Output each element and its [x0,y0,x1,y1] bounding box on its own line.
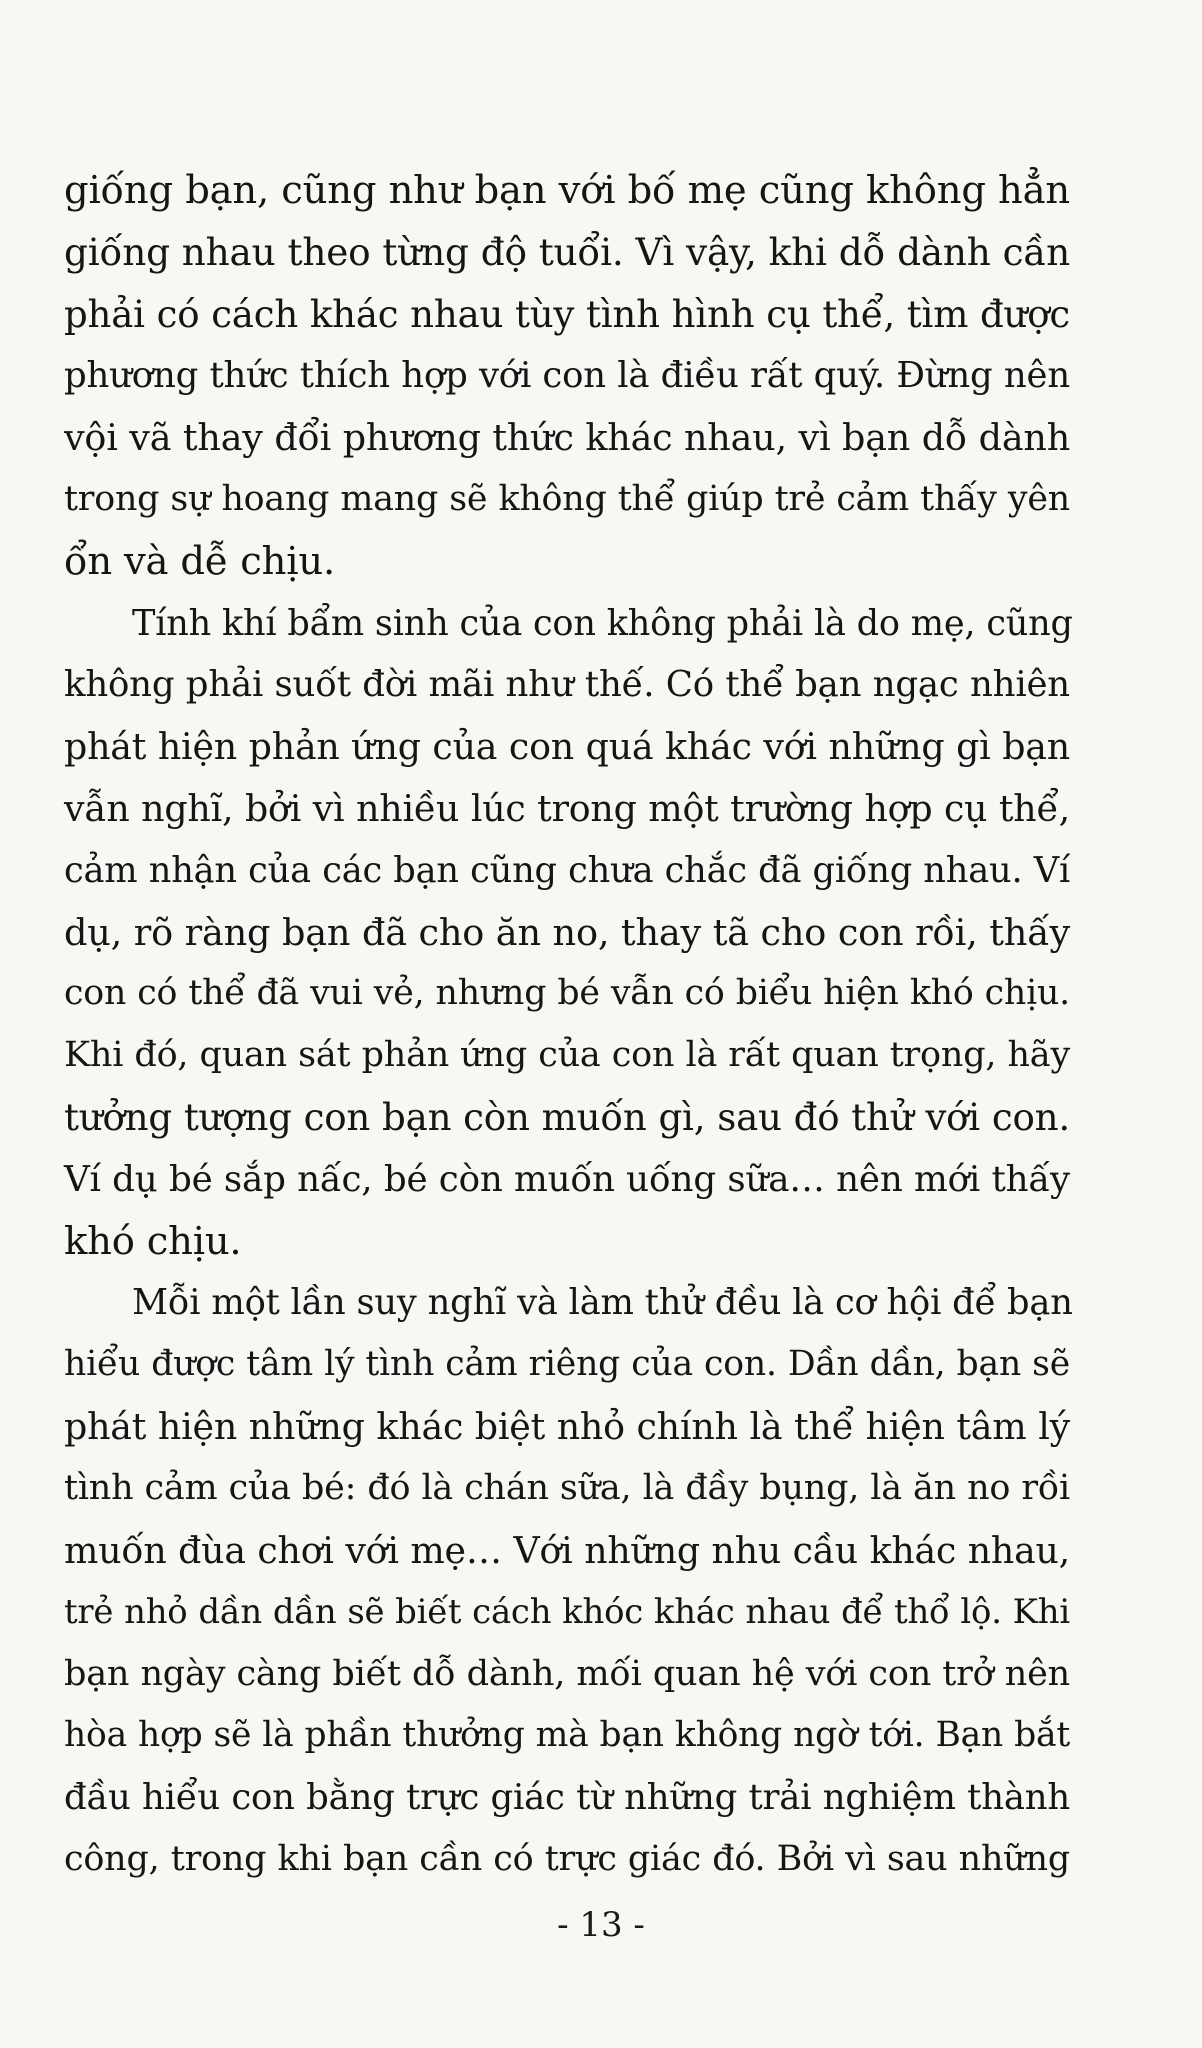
text-line: Ví dụ bé sắp nấc, bé còn muốn uống sữa… nên mới thấy [64,1158,1070,1200]
text-line: khó chịu. [64,1218,242,1264]
text-line: con có thể đã vui vẻ, nhưng bé vẫn có biểu hiện khó chịu. [64,973,1070,1014]
text-line: phải có cách khác nhau tùy tình hình cụ thể, tìm được [64,292,1070,336]
text-line: tình cảm của bé: đó là chán sữa, là đầy bụng, là ăn no rồi [64,1467,1070,1508]
text-line: trong sự hoang mang sẽ không thể giúp trẻ cảm thấy yên [64,478,1070,519]
text-line: dụ, rõ ràng bạn đã cho ăn no, thay tã cho con rồi, thấy [64,910,1070,954]
text-line: phát hiện phản ứng của con quá khác với những gì bạn [64,725,1070,769]
text-line: phương thức thích hợp với con là điều rất quý. Đừng nên [64,355,1070,397]
text-line: hiểu được tâm lý tình cảm riêng của con. Dần dần, bạn sẽ [64,1344,1070,1385]
text-line: Khi đó, quan sát phản ứng của con là rất quan trọng, hãy [64,1035,1070,1076]
body-text [64,160,1073,1890]
text-line: không phải suốt đời mãi như thế. Có thể bạn ngạc nhiên [64,664,1070,706]
text-line: cảm nhận của các bạn cũng chưa chắc đã giống nhau. Ví [64,849,1070,891]
text-line: ổn và dễ chịu. [64,538,336,584]
text-line: giống bạn, cũng như bạn với bố mẹ cũng không hẳn [64,168,1070,213]
page-number: - 13 - [557,1905,645,1945]
text-line: muốn đùa chơi với mẹ… Với những nhu cầu khác nhau, [64,1528,1070,1572]
text-line: trẻ nhỏ dần dần sẽ biết cách khóc khác nhau để thổ lộ. Khi [64,1592,1070,1632]
text-line: vội vã thay đổi phương thức khác nhau, vì bạn dỗ dành [64,416,1070,460]
text-line: phát hiện những khác biệt nhỏ chính là thể hiện tâm lý [64,1404,1070,1448]
text-line: vẫn nghĩ, bởi vì nhiều lúc trong một trường hợp cụ thể, [64,786,1070,830]
text-line: bạn ngày càng biết dỗ dành, mối quan hệ với con trở nên [64,1653,1070,1695]
text-line: tưởng tượng con bạn còn muốn gì, sau đó thử với con. [64,1094,1070,1139]
text-line: Mỗi một lần suy nghĩ và làm thử đều là cơ hội để bạn [132,1282,1073,1324]
text-line: đầu hiểu con bằng trực giác từ những trải nghiệm thành [64,1776,1070,1818]
text-line: công, trong khi bạn cần có trực giác đó. Bởi vì sau những [64,1838,1070,1879]
text-line: hòa hợp sẽ là phần thưởng mà bạn không ngờ tới. Bạn bắt [64,1714,1070,1755]
text-line: giống nhau theo từng độ tuổi. Vì vậy, khi dỗ dành cần [64,229,1070,274]
text-line: Tính khí bẩm sinh của con không phải là do mẹ, cũng [132,602,1073,644]
